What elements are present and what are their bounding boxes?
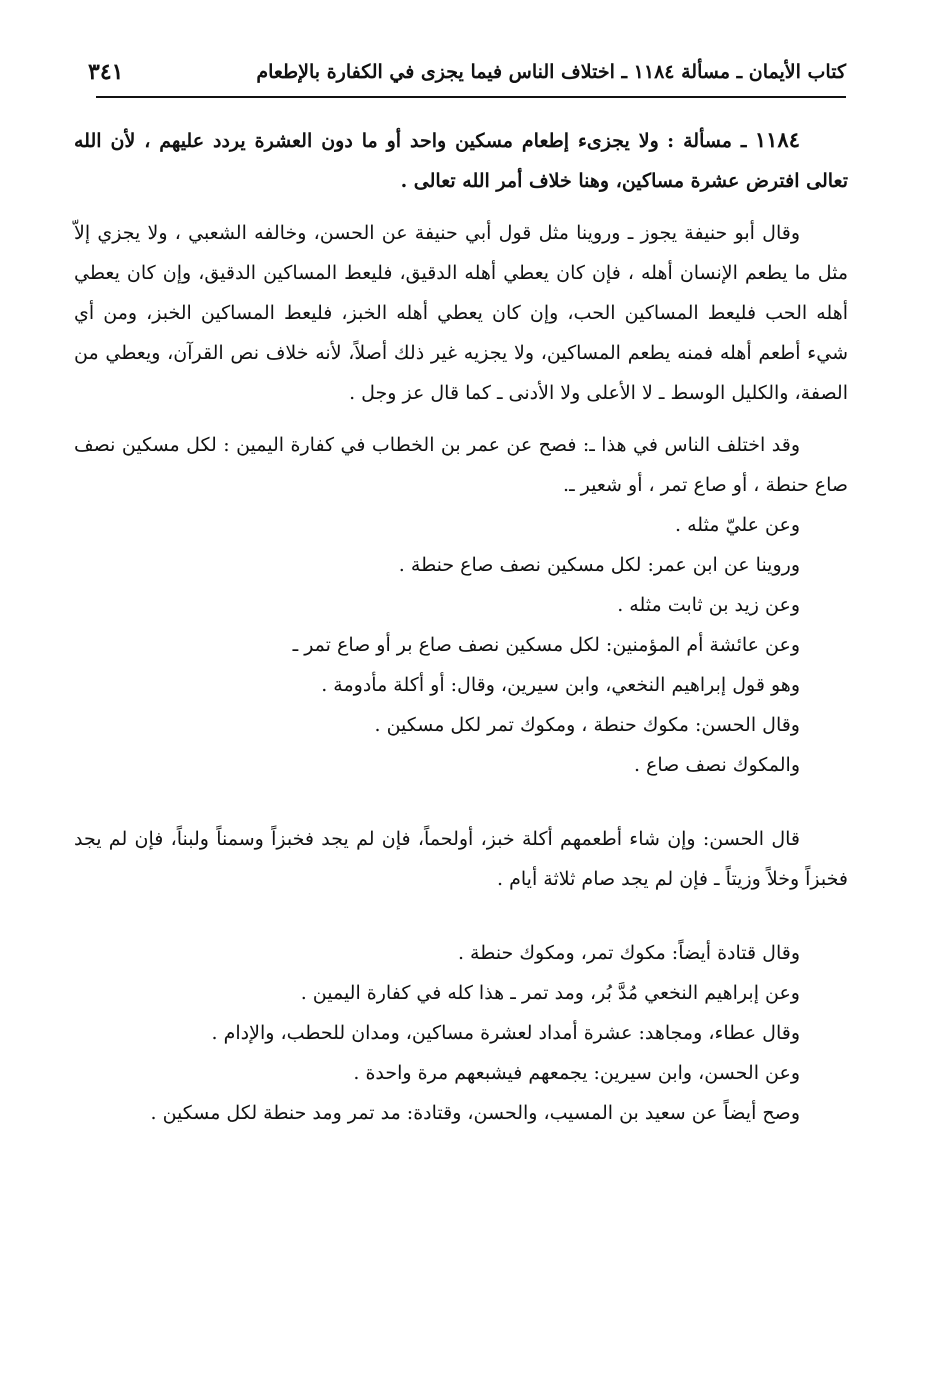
- list-line: وعن زيد بن ثابت مثله .: [617, 594, 800, 616]
- running-header: [88, 52, 846, 92]
- header-title: كتاب الأيمان ـ مسألة ١١٨٤ ـ اختلاف الناس فيما يجزى في الكفارة بالإطعام: [256, 61, 846, 83]
- list-line: وعن عائشة أم المؤمنين: لكل مسكين نصف صاع بر أو صاع تمر ـ: [292, 634, 800, 656]
- list-line: وقال عطاء، ومجاهد: عشرة أمداد لعشرة مساكين، ومدان للحطب، والإدام .: [211, 1022, 800, 1044]
- issue-paragraph: [74, 120, 848, 201]
- main-text: [74, 120, 848, 1133]
- issue-label: ـ مسألة :: [667, 130, 747, 152]
- list-line: وهو قول إبراهيم النخعي، وابن سيرين، وقال: أو أكلة مأدومة .: [321, 674, 800, 696]
- paragraph-disagreement: وقد اختلف الناس في هذا ـ: فصح عن عمر بن الخطاب في كفارة اليمين : لكل مسكين نصف صاع حنطة ، أو صاع تمر ، أو شعير ـ.: [74, 434, 848, 496]
- issue-number: ١١٨٤: [754, 127, 800, 152]
- paragraph-final: وصح أيضاً عن سعيد بن المسيب، والحسن، وقتادة: مد تمر ومد حنطة لكل مسكين .: [150, 1102, 800, 1124]
- list-line: وقال الحسن: مكوك حنطة ، ومكوك تمر لكل مسكين .: [374, 714, 800, 736]
- page-number: ٣٤١: [88, 59, 124, 85]
- list-line: وقال قتادة أيضاً: مكوك تمر، ومكوك حنطة .: [457, 942, 800, 964]
- list-line: وعن الحسن، وابن سيرين: يجمعهم فيشبعهم مرة واحدة .: [353, 1062, 800, 1084]
- paragraph-hasan: قال الحسن: وإن شاء أطعمهم أكلة خبز، أولحماً، فإن لم يجد فخبزاً وسمناً ولبناً، فإن لم يجد فخبزاً وخلاً وزيتاً ـ فإن لم يجد صام ثلاثة أيام .: [74, 828, 848, 890]
- issue-text: ولا يجزىء إطعام مسكين واحد أو ما دون العشرة يردد عليهم ، لأن الله تعالى افترض عشرة مساكين، وهنا خلاف أمر الله تعالى .: [74, 130, 848, 192]
- header-divider: [96, 96, 846, 98]
- list-line: وروينا عن ابن عمر: لكل مسكين نصف صاع حنطة .: [398, 554, 800, 576]
- list-line: والمكوك نصف صاع .: [633, 754, 800, 776]
- paragraph-abu-hanifa: وقال أبو حنيفة يجوز ـ وروينا مثل قول أبي حنيفة عن الحسن، وخالفه الشعبي ، ولا يجزي إلاّ مثل ما يطعم الإنسان أهله ، فإن كان يعطي أهله الدقيق، فليعط المساكين الدقيق، وإن كان يعطي أهله الحب فليعط المساكين الحب، وإن كان يعطي أهله الخبز، فليعط المساكين الخبز، ومن أي شيء أطعم أهله فمنه يطعم المساكين، ولا يجزيه غير ذلك أصلاً، لأنه خلاف نص القرآن، ويعطي من الصفة، والكليل الوسط ـ لا الأعلى ولا الأدنى ـ كما قال عز وجل .: [74, 222, 848, 404]
- list-line: وعن إبراهيم النخعي مُدَّ بُر، ومد تمر ـ هذا كله في كفارة اليمين .: [300, 982, 800, 1004]
- list-line: وعن عليّ مثله .: [675, 514, 800, 536]
